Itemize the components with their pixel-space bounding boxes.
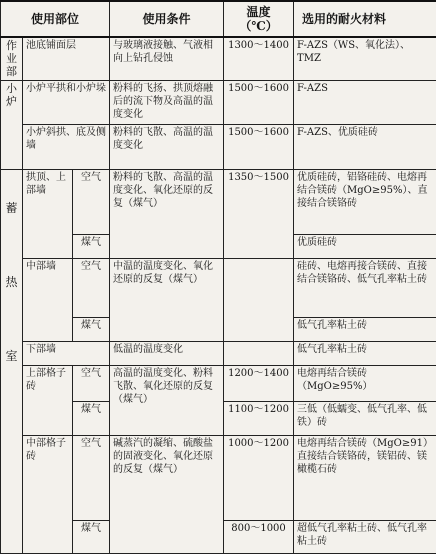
material-cell: F-AZS (294, 80, 436, 125)
material-cell: 超低气孔率粘土砖、低气孔率粘土砖 (294, 521, 436, 554)
region-regenerator-label: 蓄热室 (5, 200, 18, 363)
table-row (1, 366, 436, 401)
region-regenerator (1, 169, 23, 553)
gas-fuel-cell: 煤气 (73, 401, 110, 435)
material-cell: 三低（低蠕变、低气孔率、低铁）砖 (294, 401, 436, 435)
temperature-cell: 1100～1200 (224, 401, 294, 435)
temperature-cell (224, 342, 294, 366)
region-working: 作业部 (1, 37, 23, 80)
part-cell: 上部格子砖 (23, 366, 73, 436)
table-row (1, 342, 436, 366)
condition-cell: 粉料的飞扬、拱顶熔融后的流下物及高温的温度变化 (110, 80, 224, 125)
temperature-cell: 1000～1200 (224, 436, 294, 521)
table-row (1, 436, 436, 521)
condition-cell: 高温的温度变化、粉料飞散、氧化还原的反复（煤气） (110, 366, 224, 436)
part-cell: 小炉斜拱、底及侧墙 (23, 125, 110, 170)
material-cell: 硅砖、电熔再接合镁砖、直接结合镁铬砖、低气孔率粘土砖 (294, 258, 436, 317)
part-cell: 池底铺面层 (23, 37, 110, 80)
temperature-cell (224, 258, 294, 341)
header-condition: 使用条件 (110, 1, 224, 37)
part-cell: 中部格子砖 (23, 436, 73, 554)
table-row (1, 169, 436, 234)
table-header-row (1, 1, 436, 37)
gas-fuel-cell: 煤气 (73, 521, 110, 554)
material-cell: 低气孔率粘土砖 (294, 317, 436, 341)
condition-cell: 粉料的飞散、高温的温度变化、氧化还原的反复（煤气） (110, 169, 224, 258)
material-cell: F-AZS、优质硅砖 (294, 125, 436, 170)
table-row (1, 37, 436, 80)
temperature-cell: 1300～1400 (224, 37, 294, 80)
part-cell: 小炉平拱和小炉垛 (23, 80, 110, 125)
material-cell: 优质硅砖 (294, 234, 436, 258)
gas-air-cell: 空气 (73, 436, 110, 521)
header-temperature: 温度 （℃） (224, 1, 294, 37)
table-row (1, 80, 436, 125)
table-row (1, 258, 436, 317)
condition-cell: 中温的温度变化、氧化还原的反复（煤气） (110, 258, 224, 341)
gas-fuel-cell: 煤气 (73, 317, 110, 341)
condition-cell: 碱蒸汽的凝缩、硫酸盐的固液变化、氧化还原的反复（煤气） (110, 436, 224, 554)
condition-cell: 粉料的飞散、高温的温度变化 (110, 125, 224, 170)
temperature-cell: 1500～1600 (224, 80, 294, 125)
gas-air-cell: 空气 (73, 366, 110, 401)
part-cell: 拱顶、上部墙 (23, 169, 73, 258)
material-cell: 低气孔率粘土砖 (294, 342, 436, 366)
temperature-cell: 800～1000 (224, 521, 294, 554)
temperature-cell: 1200～1400 (224, 366, 294, 401)
condition-cell: 低温的温度变化 (110, 342, 224, 366)
material-cell: 优质硅砖，铝铬硅砖、电熔再结合镁砖（MgO≥95%）、直接结合镁铬砖 (294, 169, 436, 234)
condition-cell: 与玻璃液接触、气液相向上钻孔侵蚀 (110, 37, 224, 80)
region-small-furnace: 小炉 (1, 80, 23, 169)
material-cell: 电熔再结合镁砖（MgO≥95%） (294, 366, 436, 401)
material-cell: 电熔再结合镁砖（MgO≥91）直接结合镁铬砖，镁铝砖、镁橄榄石砖 (294, 436, 436, 521)
header-part: 使用部位 (1, 1, 110, 37)
header-material: 选用的耐火材料 (294, 1, 436, 37)
temperature-cell: 1350～1500 (224, 169, 294, 258)
part-cell: 中部墙 (23, 258, 73, 341)
temperature-cell: 1500～1600 (224, 125, 294, 170)
gas-fuel-cell: 煤气 (73, 234, 110, 258)
gas-air-cell: 空气 (73, 169, 110, 234)
material-cell: F-AZS（WS、氧化法）、TMZ (294, 37, 436, 80)
part-cell: 下部墙 (23, 342, 110, 366)
gas-air-cell: 空气 (73, 258, 110, 317)
table-row (1, 125, 436, 170)
